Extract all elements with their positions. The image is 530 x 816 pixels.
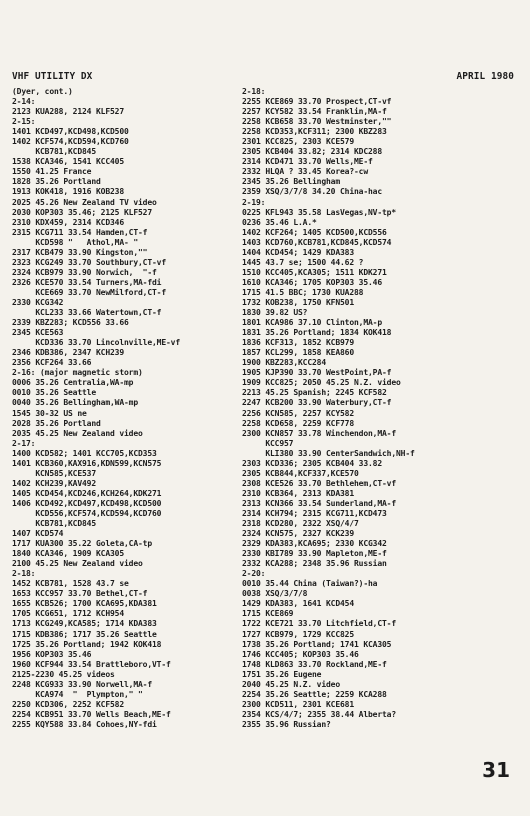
log-entry: 2250 KCD306, 2252 KCF582 — [12, 699, 124, 709]
log-entry: 1405 KCD454,KCD246,KCH264,KDK271 — [12, 488, 162, 498]
log-entry: 2354 KCS/4/7; 2355 38.44 Alberta? — [242, 709, 396, 719]
log-entry: 1402 KCF264; 1405 KCD500,KCD556 — [242, 227, 387, 237]
log-entry: 2258 KCD353,KCF311; 2300 KBZ283 — [242, 127, 387, 137]
log-entry: 2305 KCB404 33.82; 2314 KDC288 — [242, 147, 382, 157]
log-entry: 0225 KFL943 35.58 LasVegas,NV-tp* — [242, 207, 396, 217]
log-entry: 1900 KBZ283,KCC284 — [242, 358, 326, 368]
log-entry: 2301 KCC825, 2303 KCE579 — [242, 137, 354, 147]
log-entry: 2315 KCG711 33.54 Hamden,CT-f — [12, 227, 148, 237]
log-entry: 2314 KCH794; 2315 KCG711,KCD473 — [242, 508, 387, 518]
log-entry: KCN585,KCE537 — [12, 468, 96, 478]
log-entry: 1550 41.25 France — [12, 167, 92, 177]
log-entry: 2-15: — [12, 117, 36, 127]
log-entry: 1402 KCH239,KAV492 — [12, 478, 96, 488]
log-entry: 2332 KCA288; 2348 35.96 Russian — [242, 559, 387, 569]
log-entry: 1401 KCB360,KAX916,KDN599,KCN575 — [12, 458, 162, 468]
log-entry: 2-20: — [242, 569, 266, 579]
log-entry: 2324 KCB979 33.90 Norwich, "-f — [12, 267, 157, 277]
log-entry: 1407 KCD574 — [12, 529, 64, 539]
log-entry: 2345 KCE563 — [12, 328, 64, 338]
log-entry: 2254 35.26 Seattle; 2259 KCA288 — [242, 689, 387, 699]
log-entry: 0010 35.26 Seattle — [12, 388, 96, 398]
log-entry: 1732 KOB238, 1750 KFN501 — [242, 297, 354, 307]
log-entry: 2028 35.26 Portland — [12, 418, 101, 428]
log-entry: 1538 KCA346, 1541 KCC405 — [12, 157, 124, 167]
log-entry: 1831 35.26 Portland; 1834 KOK418 — [242, 328, 392, 338]
log-entry: 2330 KBI789 33.90 Mapleton,ME-f — [242, 549, 387, 559]
log-entry: 1738 35.26 Portland; 1741 KCA305 — [242, 639, 392, 649]
log-entry: 1510 KCC405,KCA305; 1511 KDK271 — [242, 267, 387, 277]
log-entry: 2317 KCB479 33.90 Kingston,"" — [12, 247, 148, 257]
log-entry: KCC957 — [242, 438, 294, 448]
log-entry: 1715 KDB386; 1717 35.26 Seattle — [12, 629, 157, 639]
log-entry: 2256 KCN585, 2257 KCY582 — [242, 408, 354, 418]
log-entry: 1545 30-32 US ne — [12, 408, 87, 418]
log-entry: 2255 KQY588 33.84 Cohoes,NY-fdi — [12, 719, 157, 729]
log-entry: 2100 45.25 New Zealand video — [12, 559, 143, 569]
log-entry: 2308 KCE526 33.70 Bethlehem,CT-vf — [242, 478, 396, 488]
log-entry: 2346 KDB386, 2347 KCH239 — [12, 348, 124, 358]
log-entry: 1402 KCF574,KCD594,KCD760 — [12, 137, 129, 147]
log-entry: 2030 KOP303 35.46; 2125 KLF527 — [12, 207, 152, 217]
log-entry: 1830 39.82 US? — [242, 308, 308, 318]
log-entry: 2-19: — [242, 197, 266, 207]
log-entry: 1960 KCF944 33.54 Brattleboro,VT-f — [12, 659, 171, 669]
log-entry: 2300 KCD511, 2301 KCE681 — [242, 699, 354, 709]
log-entry: 0038 XSQ/3/7/8 — [242, 589, 308, 599]
log-entry: 2339 KBZ283; KCD556 33.66 — [12, 318, 129, 328]
log-column-left — [12, 87, 240, 730]
log-entry: 1705 KCG651, 1712 KCH954 — [12, 609, 124, 619]
log-entry: KCB781,KCD845 — [12, 147, 96, 157]
log-entry: 1445 43.7 se; 1500 44.62 ? — [242, 257, 364, 267]
log-entry: 2255 KCE869 33.70 Prospect,CT-vf — [242, 97, 392, 107]
log-entry: 2-17: — [12, 438, 36, 448]
issue-date: APRIL 1980 — [456, 71, 514, 82]
log-entry: 0010 35.44 China (Taiwan?)-ha — [242, 579, 378, 589]
log-entry: 0236 35.46 L.A.* — [242, 217, 317, 227]
log-entry: 2356 KCF264 33.66 — [12, 358, 92, 368]
log-entry: KCD336 33.70 Lincolnville,ME-vf — [12, 338, 180, 348]
log-entry: 1452 KCB781, 1528 43.7 se — [12, 579, 129, 589]
log-entry: 2355 35.96 Russian? — [242, 719, 331, 729]
log-entry: 1801 KCA986 37.10 Clinton,MA-p — [242, 318, 382, 328]
log-entry: 2310 KCB364, 2313 KDA381 — [242, 488, 354, 498]
log-entry: KCD556,KCF574,KCD594,KCD760 — [12, 508, 162, 518]
log-entry: 1655 KCB526; 1700 KCA695,KDA381 — [12, 599, 157, 609]
log-entry: 2125-2230 45.25 videos — [12, 669, 115, 679]
log-entry: 0040 35.26 Bellingham,WA-mp — [12, 398, 138, 408]
log-entry: 1840 KCA346, 1909 KCA305 — [12, 549, 124, 559]
log-entry: 1956 KOP303 35.46 — [12, 649, 92, 659]
log-entry: 2040 45.25 N.Z. video — [242, 679, 340, 689]
log-entry: 1913 KOK418, 1916 KOB238 — [12, 187, 124, 197]
log-entry: 2248 KCG933 33.90 Norwell,MA-f — [12, 679, 152, 689]
log-entry: 2332 HLQA ? 33.45 Korea?-cw — [242, 167, 368, 177]
log-entry: 2326 KCE570 33.54 Turners,MA-fdi — [12, 277, 162, 287]
log-entry: 1717 KUA300 35.22 Goleta,CA-tp — [12, 539, 152, 549]
log-entry: KLI380 33.90 CenterSandwich,NH-f — [242, 448, 415, 458]
log-entry: KCD598 " Athol,MA- " — [12, 237, 138, 247]
log-entry: 2330 KCG342 — [12, 297, 64, 307]
log-entry: 1748 KLD863 33.70 Rockland,ME-f — [242, 659, 387, 669]
log-entry: 1715 41.5 BBC; 1730 KUA288 — [242, 287, 364, 297]
log-entry: 1406 KCD492,KCD497,KCD498,KCD500 — [12, 498, 162, 508]
log-entry: 1400 KCD582; 1401 KCC705,KCD353 — [12, 448, 157, 458]
log-entry: 2-18: — [242, 87, 266, 96]
log-entry: 1909 KCC825; 2050 45.25 N.Z. video — [242, 378, 401, 388]
log-entry: 1727 KCB979, 1729 KCC825 — [242, 629, 354, 639]
log-entry: 1828 35.26 Portland — [12, 177, 101, 187]
log-entry: 1653 KCC957 33.70 Bethel,CT-f — [12, 589, 148, 599]
log-entry: 1905 KJP390 33.70 WestPoint,PA-f — [242, 368, 392, 378]
column-title: VHF UTILITY DX — [12, 71, 93, 82]
log-entry: 1403 KCD760,KCB781,KCD845,KCD574 — [242, 237, 392, 247]
log-entry: 1746 KCC405; KOP303 35.46 — [242, 649, 359, 659]
page-number: 31 — [482, 758, 510, 782]
log-entry: 2359 XSQ/3/7/8 34.20 China-hac — [242, 187, 382, 197]
log-entry: 2318 KCD280, 2322 XSQ/4/7 — [242, 519, 359, 529]
log-column-right — [242, 87, 520, 730]
log-entry: 1404 KCD454; 1429 KDA383 — [242, 247, 354, 257]
log-entry: 1610 KCA346; 1705 KOP303 35.46 — [242, 277, 382, 287]
log-entry: 1836 KCF313, 1852 KCB979 — [242, 338, 354, 348]
log-entry: 2313 KCN366 33.54 Sunderland,MA-f — [242, 498, 396, 508]
log-entry: 2345 35.26 Bellingham — [242, 177, 340, 187]
log-entry: 2310 KDX459, 2314 KCD346 — [12, 217, 124, 227]
log-entry: 2300 KCN857 33.78 Winchendon,MA-f — [242, 428, 396, 438]
log-entry: 2305 KCB844,KCF337,KCE570 — [242, 468, 359, 478]
log-entry: 2247 KCB200 33.90 Waterbury,CT-f — [242, 398, 392, 408]
log-entry: 2254 KCB951 33.70 Wells Beach,ME-f — [12, 709, 171, 719]
log-entry: (Dyer, cont.) — [12, 87, 73, 96]
log-entry: 2025 45.26 New Zealand TV video — [12, 197, 157, 207]
log-entry: KCL233 33.66 Watertown,CT-f — [12, 308, 162, 318]
log-entry: 2258 KCB658 33.70 Westminster,"" — [242, 117, 392, 127]
log-entry: 2303 KCD336; 2305 KCB404 33.82 — [242, 458, 382, 468]
log-entry: 0006 35.26 Centralia,WA-mp — [12, 378, 134, 388]
log-entry: 2324 KCN575, 2327 KCK239 — [242, 529, 354, 539]
log-entry: 1715 KCE869 — [242, 609, 294, 619]
log-entry: 1857 KCL299, 1858 KEA860 — [242, 348, 354, 358]
log-entry: KCA974 " Plympton," " — [12, 689, 143, 699]
log-entry: 2314 KCD471 33.70 Wells,ME-f — [242, 157, 373, 167]
log-entry: 2258 KCD658, 2259 KCF778 — [242, 418, 354, 428]
log-entry: 2-14: — [12, 97, 36, 107]
log-entry: 2329 KDA383,KCA695; 2330 KCG342 — [242, 539, 387, 549]
log-entry: 1401 KCD497,KCD498,KCD500 — [12, 127, 129, 137]
log-entry: 2035 45.25 New Zealand video — [12, 428, 143, 438]
log-entry: 2213 45.25 Spanish; 2245 KCF582 — [242, 388, 387, 398]
log-entry: 2257 KCY582 33.54 Franklin,MA-f — [242, 107, 387, 117]
log-entry: KCB781,KCD845 — [12, 519, 96, 529]
log-entry: 1751 35.26 Eugene — [242, 669, 322, 679]
log-entry: 1713 KCG249,KCA585; 1714 KDA383 — [12, 619, 157, 629]
log-entry: 2323 KCG249 33.70 Southbury,CT-vf — [12, 257, 166, 267]
log-entry: KCE669 33.70 NewMilford,CT-f — [12, 287, 166, 297]
log-entry: 1725 35.26 Portland; 1942 KOK418 — [12, 639, 162, 649]
log-entry: 2-18: — [12, 569, 36, 579]
log-entry: 2-16: (major magnetic storm) — [12, 368, 143, 378]
log-entry: 1722 KCE721 33.70 Litchfield,CT-f — [242, 619, 396, 629]
log-entry: 1429 KDA383, 1641 KCD454 — [242, 599, 354, 609]
log-entry: 2123 KUA288, 2124 KLF527 — [12, 107, 124, 117]
